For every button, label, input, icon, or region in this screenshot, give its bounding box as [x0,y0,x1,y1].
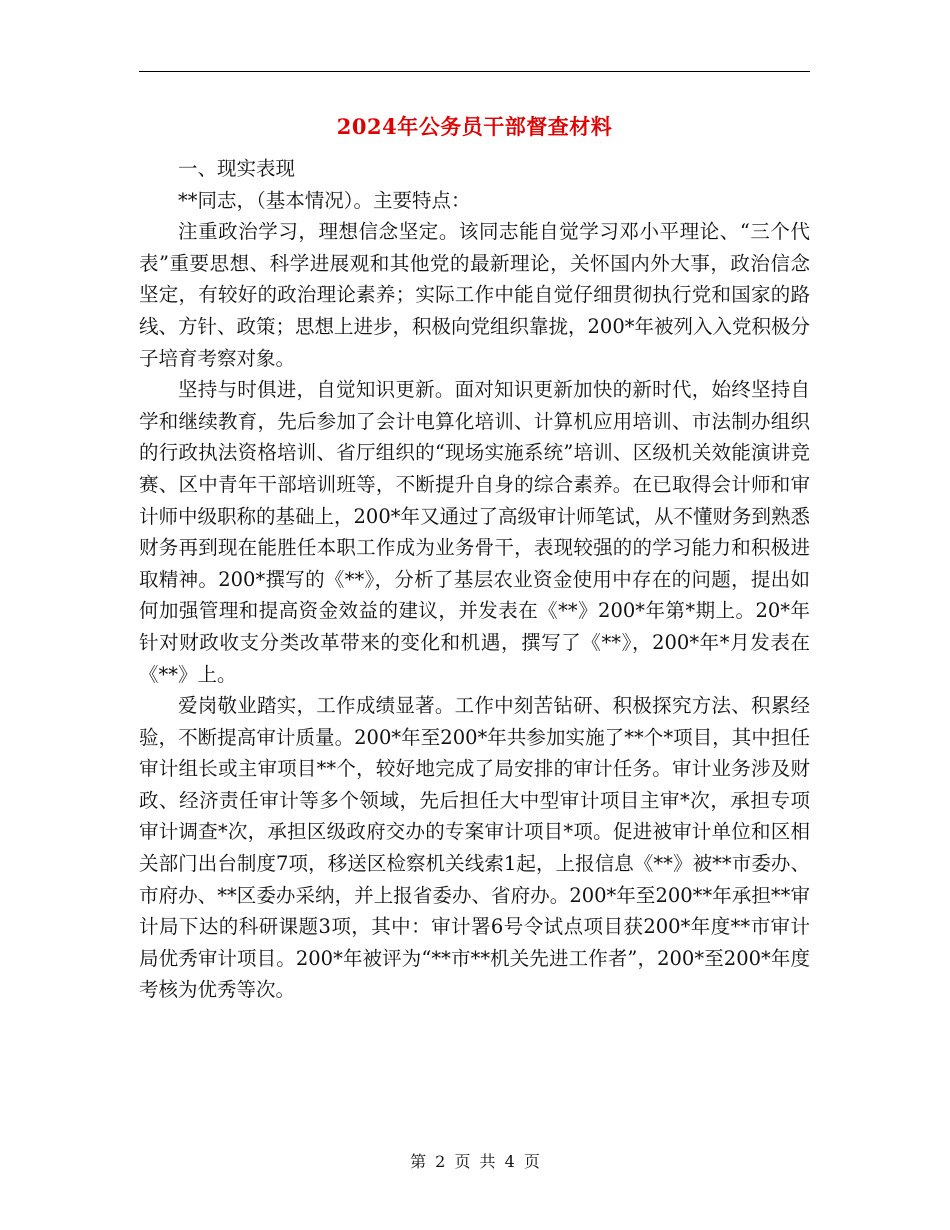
paragraph-knowledge-update: 坚持与时俱进，自觉知识更新。面对知识更新加快的新时代，始终坚持自学和继续教育，先后参加了会计电算化培训、计算机应用培训、市法制办组织的行政执法资格培训、省厅组织的“现场实施系统”培训、区级机关效能演讲竞赛、区中青年干部培训班等，不断提升自身的综合素养。在已取得会计师和审计师中级职称的基础上，200*年又通过了高级审计师笔试，从不懂财务到熟悉财务再到现在能胜任本职工作成为业务骨干，表现较强的的学习能力和积极进取精神。200*撰写的《**》，分析了基层农业资金使用中存在的问题，提出如何加强管理和提高资金效益的建议，并发表在《**》200*年第*期上。20*年针对财政收支分类改革带来的变化和机遇，撰写了《**》，200*年*月发表在《**》上。 [139,378,810,686]
section-heading: 一、现实表现 [178,157,296,180]
paragraph-intro: **同志，（基本情况）。主要特点： [178,188,471,212]
paragraph-work-achievements: 爱岗敬业踏实，工作成绩显著。工作中刻苦钻研、积极探究方法、积累经验，不断提高审计质量。200*年至200*年共参加实施了**个*项目，其中担任审计组长或主审项目**个，较好地完成了局安排的审计任务。审计业务涉及财政、经济责任审计等多个领域，先后担任大中型审计项目主审*次，承担专项审计调查*次，承担区级政府交办的专案审计项目*项。促进被审计单位和区相关部门出台制度7项，移送区检察机关线索1起，上报信息《**》被**市委办、市府办、**区委办采纳，并上报省委办、省府办。200*年至200**年承担**审计局下达的科研课题3项，其中：审计署6号令试点项目获200*年度**市审计局优秀审计项目。200*年被评为“**市**机关先进工作者”，200*至200*年度考核为优秀等次。 [139,694,810,1002]
paragraph-political-study: 注重政治学习，理想信念坚定。该同志能自觉学习邓小平理论、“三个代表”重要思想、科学进展观和其他党的最新理论，关怀国内外大事，政治信念坚定，有较好的政治理论素养；实际工作中能自觉仔细贯彻执行党和国家的路线、方针、政策；思想上进步，积极向党组织靠拢，200*年被列入入党积极分子培育考察对象。 [139,220,810,370]
document-title: 2024年公务员干部督查材料 [336,114,613,139]
page-footer: 第 2 页 共 4 页 [410,1152,540,1171]
document-body [139,153,810,1006]
header-rule [139,71,810,72]
